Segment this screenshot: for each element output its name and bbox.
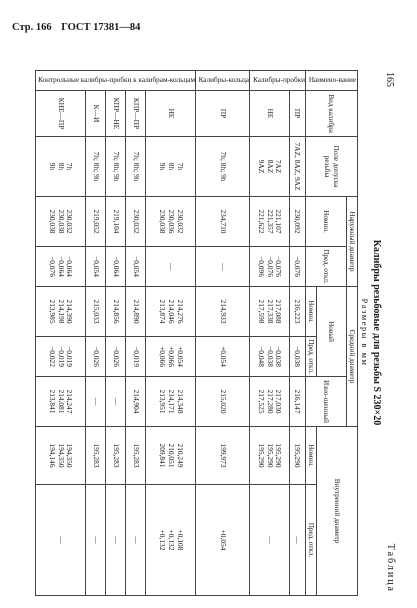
mid-worn-cell: 214,247 214,081 213,841 bbox=[35, 377, 85, 427]
inner-nominal-cell: 195,283 bbox=[126, 427, 146, 485]
outer-dev-cell: −0,054 bbox=[85, 247, 105, 287]
table-row bbox=[126, 71, 146, 596]
mid-dev-cell: −0,038 −0,038 −0,048 bbox=[250, 337, 289, 377]
inner-nominal-cell: 210,249 210,051 209,841 bbox=[146, 427, 196, 485]
group-label: Калибры-кольца bbox=[198, 76, 250, 85]
inner-nominal-cell: 199,973 bbox=[196, 427, 250, 485]
table-row bbox=[35, 71, 85, 596]
inner-dev-cell: — bbox=[250, 485, 289, 596]
col-outer-header: Наружный диаметр bbox=[346, 197, 357, 287]
group-label: Калибры-пробки bbox=[252, 76, 305, 85]
mid-worn-cell: 217,030 217,280 217,525 bbox=[250, 377, 289, 427]
table-row bbox=[85, 71, 105, 596]
inner-nominal-header: Номин. bbox=[305, 427, 316, 485]
outer-nominal-cell: 221,107 221,357 221,622 bbox=[250, 197, 289, 247]
mid-dev-cell: +0,054 +0,066 +0,066 bbox=[146, 337, 196, 377]
table-word: Таблица bbox=[385, 543, 396, 593]
inner-nominal-cell: 195,290 bbox=[289, 427, 305, 485]
kind-cell: ПР bbox=[289, 91, 305, 137]
mid-nominal-cell: 214,390 214,198 213,985 bbox=[35, 287, 85, 337]
table-row bbox=[105, 71, 125, 596]
group-label: Контрольные калибры-пробки к калибрам-кольцам bbox=[38, 76, 196, 85]
outer-nominal-cell: 230,032 230,036 230,038 bbox=[146, 197, 196, 247]
table-row bbox=[196, 71, 250, 596]
mid-dev-cell: −0,038 bbox=[289, 337, 305, 377]
mid-worn-cell: 216,147 bbox=[289, 377, 305, 427]
outer-nominal-header: Номин. bbox=[305, 197, 346, 247]
page-label: Стр. 166 bbox=[12, 22, 52, 33]
standard-number: ГОСТ 17381—84 bbox=[61, 22, 141, 33]
mid-nominal-cell: 214,856 bbox=[105, 287, 125, 337]
mid-dev-cell: −0,026 bbox=[85, 337, 105, 377]
outer-dev-cell: — bbox=[196, 247, 250, 287]
gauge-table bbox=[35, 70, 358, 596]
mid-nominal-cell: 214,890 bbox=[126, 287, 146, 337]
field-cell: 7h 8h 9h bbox=[146, 137, 196, 197]
outer-dev-cell: −0,076 −0,076 −0,096 bbox=[250, 247, 289, 287]
col-inner-header: Внутренний диаметр bbox=[316, 427, 357, 596]
mid-dev-cell: −0,019 bbox=[126, 337, 146, 377]
inner-dev-cell: — bbox=[105, 485, 125, 596]
outer-nominal-cell: 219,104 bbox=[105, 197, 125, 247]
mid-nominal-header: Номин. bbox=[305, 287, 316, 337]
field-cell: 7h 8h 9h bbox=[35, 137, 85, 197]
mid-dev-cell: −0,026 bbox=[105, 337, 125, 377]
field-cell: 7h; 8h; 9h bbox=[196, 137, 250, 197]
field-cell: 7h; 8h; 9h bbox=[126, 137, 146, 197]
inner-dev-cell: +0,054 bbox=[196, 485, 250, 596]
outer-dev-cell: −0,064 −0,064 −0,076 bbox=[35, 247, 85, 287]
mid-dev-cell: +0,054 bbox=[196, 337, 250, 377]
outer-dev-cell: −0,054 bbox=[126, 247, 146, 287]
table-title: Калибры резьбовые для резьбы S 230×20 bbox=[371, 239, 382, 426]
outer-dev-cell: −0,064 bbox=[105, 247, 125, 287]
page-number: 165 bbox=[384, 72, 395, 87]
mid-dev-header: Пред. откл. bbox=[305, 337, 316, 377]
inner-nominal-cell: 195,290 195,290 195,290 bbox=[250, 427, 289, 485]
kind-cell: ПР bbox=[196, 91, 250, 137]
inner-dev-cell: — bbox=[85, 485, 105, 596]
mid-nominal-cell: 217,088 217,338 217,598 bbox=[250, 287, 289, 337]
mid-worn-cell: 215,020 bbox=[196, 377, 250, 427]
mid-nominal-cell: 214,276 214,046 213,874 bbox=[146, 287, 196, 337]
inner-dev-header: Пред. откл. bbox=[305, 485, 316, 596]
inner-nominal-cell: 194,350 194,350 194,146 bbox=[35, 427, 85, 485]
outer-dev-cell: — bbox=[146, 247, 196, 287]
mid-worn-cell: 214,904 bbox=[126, 377, 146, 427]
col-field-header: Поле допуска резьбы bbox=[305, 137, 357, 197]
page-header bbox=[12, 22, 147, 33]
kind-cell: КПР—ПР bbox=[126, 91, 146, 137]
inner-dev-cell: — bbox=[126, 485, 146, 596]
mid-nominal-cell: 215,033 bbox=[85, 287, 105, 337]
group-label-cell bbox=[196, 71, 250, 91]
group-label-cell bbox=[35, 71, 195, 91]
inner-dev-cell: — bbox=[289, 485, 305, 596]
mid-worn-cell: 214,348 214,171 213,951 bbox=[146, 377, 196, 427]
field-cell: 7h; 8h; 9h bbox=[85, 137, 105, 197]
outer-nominal-cell: 230,032 230,038 230,038 bbox=[35, 197, 85, 247]
table-units: Размеры в мм bbox=[360, 298, 370, 367]
field-cell: 7AZ 8AZ 9AZ bbox=[250, 137, 289, 197]
outer-nominal-cell: 230,092 bbox=[289, 197, 305, 247]
table-head bbox=[305, 71, 357, 596]
table-row bbox=[289, 71, 305, 596]
table-body bbox=[35, 71, 305, 596]
mid-nominal-cell: 216,223 bbox=[289, 287, 305, 337]
mid-worn-header: Изно-шенный bbox=[305, 377, 346, 427]
inner-dev-cell: — bbox=[35, 485, 85, 596]
outer-nominal-cell: 219,052 bbox=[85, 197, 105, 247]
group-label-cell bbox=[250, 71, 305, 91]
mid-new-header: Новый bbox=[316, 287, 346, 377]
kind-cell: НЕ bbox=[146, 91, 196, 137]
kind-cell: КПР—НЕ bbox=[105, 91, 125, 137]
inner-nominal-cell: 195,283 bbox=[105, 427, 125, 485]
mid-nominal-cell: 214,933 bbox=[196, 287, 250, 337]
inner-nominal-cell: 195,283 bbox=[85, 427, 105, 485]
rotated-table-block bbox=[36, 70, 396, 595]
outer-nominal-cell: 234,710 bbox=[196, 197, 250, 247]
field-cell: 7h; 8h; 9h bbox=[105, 137, 125, 197]
table-caption bbox=[362, 70, 396, 595]
table-row bbox=[250, 71, 289, 596]
outer-nominal-cell: 230,032 bbox=[126, 197, 146, 247]
col-middle-header: Средний диаметр bbox=[346, 287, 357, 427]
mid-dev-cell: −0,019 −0,019 −0,022 bbox=[35, 337, 85, 377]
col-name-header: Наимено-вание bbox=[305, 71, 357, 91]
kind-cell: К—И bbox=[85, 91, 105, 137]
table-row bbox=[146, 71, 196, 596]
mid-worn-cell: — bbox=[85, 377, 105, 427]
inner-dev-cell: +0,108 +0,132 +0,132 bbox=[146, 485, 196, 596]
outer-dev-header: Пред. откл. bbox=[305, 247, 346, 287]
outer-dev-cell: −0,076 bbox=[289, 247, 305, 287]
mid-worn-cell: — bbox=[105, 377, 125, 427]
kind-cell: НЕ bbox=[250, 91, 289, 137]
col-kind-header: Вид калибра bbox=[305, 91, 357, 137]
kind-cell: КНЕ—ПР bbox=[35, 91, 85, 137]
field-cell: 7AZ, 8AZ, 9AZ bbox=[289, 137, 305, 197]
